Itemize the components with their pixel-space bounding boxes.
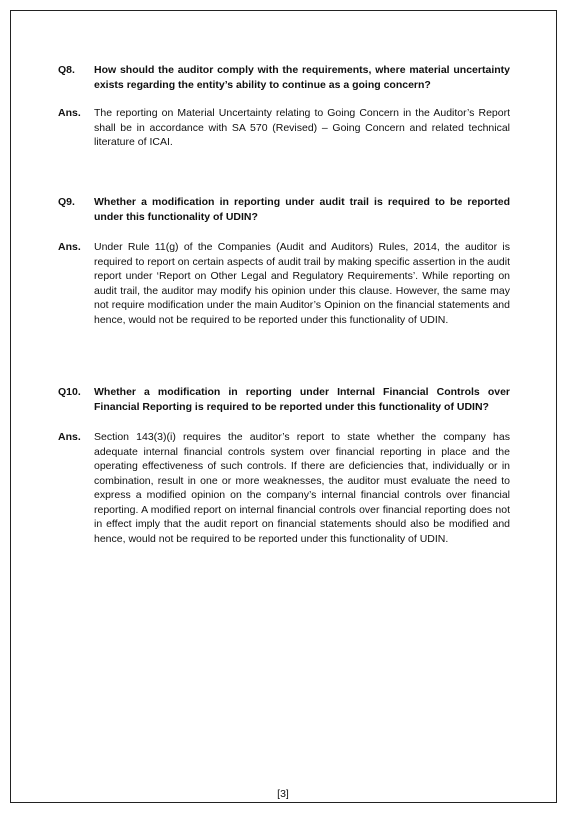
- answer-label: Ans.: [58, 241, 81, 253]
- page-number: [3]: [277, 788, 289, 800]
- question-text: Whether a modification in reporting under audit trail is required to be reported under this functionality of UDIN?: [94, 196, 510, 223]
- qa-block-q9: [58, 195, 510, 327]
- question-label: Q9.: [58, 196, 75, 208]
- question-q9: [58, 195, 510, 224]
- qa-block-q10: [58, 385, 510, 546]
- question-label: Q10.: [58, 386, 81, 398]
- answer-label: Ans.: [58, 431, 81, 443]
- answer-text: Section 143(3)(i) requires the auditor’s report to state whether the company has adequate internal financial controls system over financial reporting in place and the operating effectiveness of such controls. If there are deficiencies that, individually or in combination, result in one or more weaknesses, the auditor must evaluate the need to express a modified opinion on the company’s internal financial controls over financial reporting. A modified report on internal financial controls over financial reporting does not in effect imply that the audit report on financial statements should also be modified and hence, would not be required to be reported under this functionality of UDIN.: [94, 431, 510, 545]
- question-q8: [58, 63, 510, 92]
- answer-q8: [58, 106, 510, 150]
- question-label: Q8.: [58, 64, 75, 76]
- answer-text: The reporting on Material Uncertainty relating to Going Concern in the Auditor’s Report shall be in accordance with SA 570 (Revised) – Going Concern and related technical literature of ICAI.: [94, 107, 510, 148]
- qa-block-q8: [58, 63, 510, 150]
- question-text: How should the auditor comply with the requirements, where material uncertainty exists regarding the entity’s ability to continue as a going concern?: [94, 64, 510, 91]
- answer-text: Under Rule 11(g) of the Companies (Audit and Auditors) Rules, 2014, the auditor is required to report on certain aspects of audit trail by making specific assertion in the audit report under ‘Report on Other Legal and Regulatory Requirements’. While reporting on audit trail, the auditor may modify his opinion under this clause. However, the same may not require modification under the main Auditor’s Opinion on the financial statements and hence, would not be required to be reported under this functionality of UDIN.: [94, 241, 510, 326]
- answer-label: Ans.: [58, 107, 81, 119]
- answer-q10: [58, 430, 510, 546]
- answer-q9: [58, 240, 510, 327]
- question-q10: [58, 385, 510, 414]
- question-text: Whether a modification in reporting under Internal Financial Controls over Financial Reporting is required to be reported under this functionality of UDIN?: [94, 386, 510, 413]
